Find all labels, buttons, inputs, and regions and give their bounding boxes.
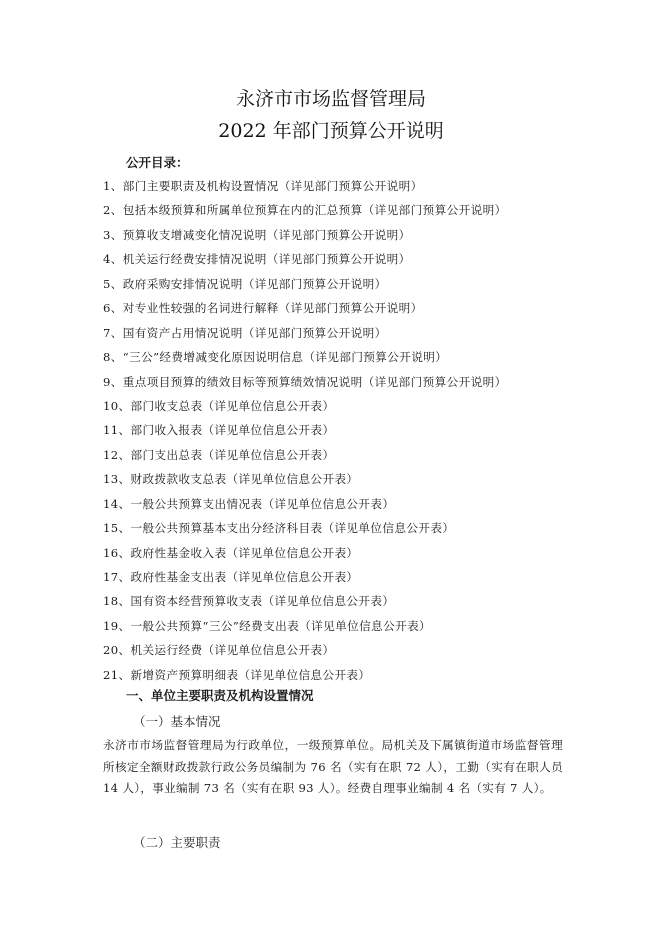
toc-item: 4、机关运行经费安排情况说明（详见部门预算公开说明） — [103, 252, 411, 267]
toc-item: 13、财政拨款收支总表（详见单位信息公开表） — [103, 472, 359, 487]
toc-heading: 公开目录： — [126, 155, 189, 170]
toc-item: 3、预算收支增减变化情况说明（详见部门预算公开说明） — [103, 227, 411, 242]
document-title: 永济市市场监督管理局 — [235, 88, 426, 110]
toc-item: 16、政府性基金收入表（详见单位信息公开表） — [103, 545, 359, 560]
toc-item: 1、部门主要职责及机构设置情况（详见部门预算公开说明） — [103, 179, 423, 193]
toc-item: 10、部门收支总表（详见单位信息公开表） — [103, 398, 335, 413]
toc-item: 17、政府性基金支出表（详见单位信息公开表） — [103, 570, 359, 584]
toc-item: 9、重点项目预算的绩效目标等预算绩效情况说明（详见部门预算公开说明） — [103, 374, 507, 389]
section-heading: 一、单位主要职责及机构设置情况 — [126, 688, 314, 703]
toc-item: 14、一般公共预算支出情况表（详见单位信息公开表） — [103, 496, 395, 511]
toc-item: 12、部门支出总表（详见单位信息公开表） — [103, 447, 335, 462]
toc-list — [103, 174, 507, 687]
toc-item: 8、“三公”经费增减变化原因说明信息（详见部门预算公开说明） — [103, 350, 448, 365]
document-subtitle: 2022 年部门预算公开说明 — [218, 120, 444, 142]
toc-item: 11、部门收入报表（详见单位信息公开表） — [103, 423, 335, 438]
toc-item: 6、对专业性较强的名词进行解释（详见部门预算公开说明） — [103, 301, 423, 316]
toc-item: 15、一般公共预算基本支出分经济科目表（详见单位信息公开表） — [103, 521, 455, 536]
body-paragraph: 永济市市场监督管理局为行政单位，一级预算单位。局机关及下属镇街道市场监督管理所核定全额财政拨款行政公务员编制为 76 名（实有在职 72 人），工勤（实有在职人员 14 人），事业编制 73 名（实有在职 93 人）。经费自理事业编制 4 名（实有 7 人）。 — [103, 738, 563, 795]
toc-item: 7、国有资产占用情况说明（详见部门预算公开说明） — [103, 325, 387, 340]
subsection-heading: （二）主要职责 — [133, 835, 221, 850]
toc-item: 20、机关运行经费（详见单位信息公开表） — [103, 643, 335, 658]
toc-item: 18、国有资本经营预算收支表（详见单位信息公开表） — [103, 594, 395, 609]
toc-item: 21、新增资产预算明细表（详见单位信息公开表） — [103, 667, 371, 682]
subsection-heading: （一）基本情况 — [133, 714, 221, 729]
toc-item: 5、政府采购安排情况说明（详见部门预算公开说明） — [103, 276, 387, 291]
toc-item: 2、包括本级预算和所属单位预算在内的汇总预算（详见部门预算公开说明） — [103, 203, 507, 218]
toc-item: 19、一般公共预算“三公”经费支出表（详见单位信息公开表） — [103, 618, 432, 633]
